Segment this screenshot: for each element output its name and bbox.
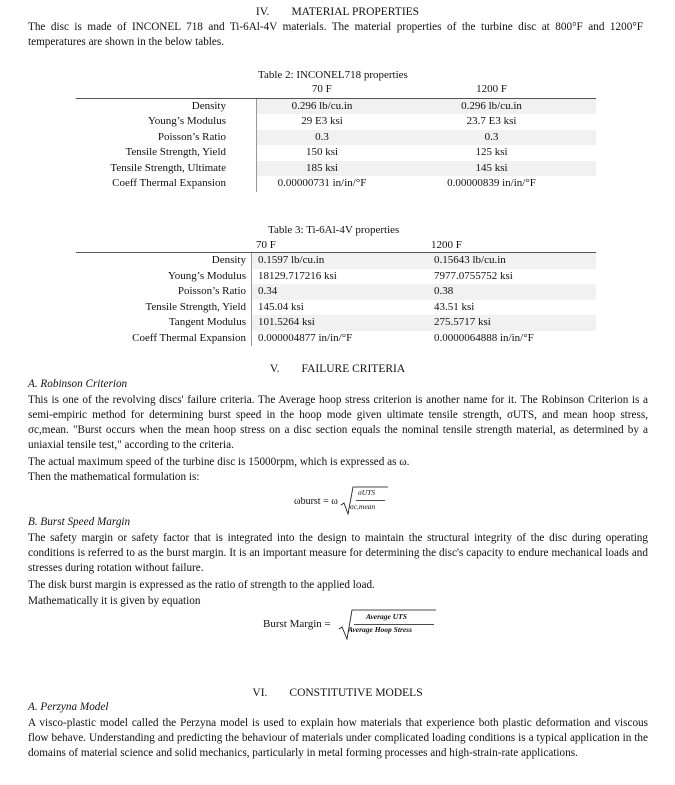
table-row: [76, 253, 596, 269]
table-row: [76, 161, 596, 177]
section-number: V.: [269, 363, 280, 375]
cell: 0.000004877 in/in/°F: [252, 331, 435, 347]
table-row: [76, 98, 596, 114]
cell: 0.296 lb/cu.in: [387, 98, 596, 114]
section-title: MATERIAL PROPERTIES: [291, 6, 420, 18]
section-heading-constitutive-models: [0, 686, 675, 701]
burst-equation-intro: Mathematically it is given by equation: [28, 595, 201, 607]
table-row: [76, 300, 596, 316]
row-label: Coeff Thermal Expansion: [112, 177, 226, 189]
cell: 18129.717216 ksi: [252, 269, 435, 285]
cell: 0.3: [257, 130, 388, 146]
cell: 101.5264 ksi: [252, 315, 435, 331]
cell: 145.04 ksi: [252, 300, 435, 316]
section-title: CONSTITUTIVE MODELS: [289, 687, 423, 699]
equation-lhs: ωburst = ω: [294, 496, 338, 507]
cell: 29 E3 ksi: [257, 114, 388, 130]
row-label: Poisson’s Ratio: [157, 130, 226, 143]
row-label: Density: [76, 253, 252, 269]
subsection-heading-burst-margin: B. Burst Speed Margin: [28, 516, 131, 528]
intro-paragraph: The disc is made of INCONEL 718 and Ti-6Al-4V materials. The material properties of the turbine disc at 800°F and 1200°F temperatures are shown in the below tables.: [28, 21, 643, 48]
table3-caption: Table 3: Ti-6Al-4V properties: [268, 224, 400, 236]
equation-burst-speed: [294, 494, 338, 509]
row-label: Young’s Modulus: [147, 115, 226, 127]
cell: 0.00000731 in/in/°F: [257, 176, 388, 192]
cell: 0.15643 lb/cu.in: [434, 253, 596, 269]
section-heading-material-properties: [0, 5, 675, 20]
burst-ratio-text: The disk burst margin is expressed as the ratio of strength to the applied load.: [28, 579, 375, 591]
cell: 0.34: [252, 284, 435, 300]
cell: 185 ksi: [257, 161, 388, 177]
table-row: [76, 315, 596, 331]
cell: 145 ksi: [387, 161, 596, 177]
table2-caption: Table 2: INCONEL718 properties: [258, 69, 408, 81]
cell: 0.1597 lb/cu.in: [252, 253, 435, 269]
equation-denominator: Average Hoop Stress: [348, 625, 413, 634]
table-row: [76, 145, 596, 161]
row-label: Tensile Strength, Yield: [145, 300, 246, 313]
col-header: 1200 F: [387, 82, 596, 98]
row-label: Poisson’s Ratio: [177, 285, 246, 297]
section-title: FAILURE CRITERIA: [301, 363, 406, 375]
cell: 150 ksi: [257, 145, 388, 161]
row-label: Coeff Thermal Expansion: [132, 331, 246, 344]
table-row: [76, 130, 596, 146]
col-header: 70 F: [256, 239, 276, 251]
cell: 125 ksi: [475, 146, 508, 158]
equation-lhs: Burst Margin =: [263, 618, 331, 630]
table-row: [76, 269, 596, 285]
row-label: Tensile Strength, Ultimate: [110, 161, 226, 174]
cell: 275.5717 ksi: [434, 315, 596, 331]
cell: 23.7 E3 ksi: [466, 115, 517, 127]
cell: 43.51 ksi: [434, 300, 475, 313]
equation-numerator: σUTS: [358, 488, 376, 497]
robinson-formulation-text: Then the mathematical formulation is:: [28, 471, 200, 483]
section-heading-failure-criteria: [0, 362, 675, 377]
perzyna-paragraph: A visco-plastic model called the Perzyna model is used to explain how materials that experience both plastic deformation and viscous flow behave. Understanding and predicting the behaviour of materials under complicated loading conditions is a typical application in the domains of material science and solid mechanics, particularly in metal forming processes and high-strain-rate applications.: [28, 717, 648, 759]
section-number: VI.: [252, 687, 268, 699]
subsection-heading-robinson: A. Robinson Criterion: [28, 378, 128, 390]
section-number: IV.: [255, 6, 270, 18]
cell: 0.00000839 in/in/°F: [447, 177, 536, 189]
row-label: Density: [191, 99, 226, 112]
table-row: [76, 284, 596, 300]
cell: 0.3: [387, 130, 596, 146]
burst-paragraph: The safety margin or safety factor that is integrated into the design to maintain the structural integrity of the disc during operating conditions is referred to as the burst margin. It is an important measure for determining the disc's capacity to endure mechanical loads and stresses during rotation without failure.: [28, 532, 648, 574]
table-inconel718: [76, 82, 596, 192]
cell: 0.296 lb/cu.in: [257, 98, 388, 114]
table-row: [76, 331, 596, 347]
robinson-speed-text: The actual maximum speed of the turbine disc is 15000rpm, which is expressed as ω.: [28, 456, 410, 468]
equation-burst-margin: [263, 617, 331, 632]
cell: 7977.0755752 ksi: [434, 269, 513, 282]
subsection-heading-perzyna: A. Perzyna Model: [28, 701, 109, 713]
equation-denominator: σc,mean: [350, 502, 376, 511]
cell: 0.0000064888 in/in/°F: [434, 331, 534, 344]
row-label: Tensile Strength, Yield: [125, 146, 226, 158]
table-row: [76, 176, 596, 192]
col-header: 1200 F: [431, 239, 462, 251]
table-ti6al4v: [76, 252, 596, 346]
equation-numerator: Average UTS: [366, 612, 407, 621]
table-header-row: [76, 82, 596, 98]
row-label: Tangent Modulus: [168, 316, 246, 328]
robinson-paragraph: This is one of the revolving discs' failure criteria. The Average hoop stress criterion is another name for it. The Robinson Criterion is a semi-empiric method for determining burst speed in the hoop mode given ultimate tensile strength, σUTS, and mean hoop stress, σc,mean. "Burst occurs when the mean hoop stress on a disc section equals the nominal tensile strength material, as determined by a uniaxial tensile test," according to the criteria.: [28, 394, 648, 451]
col-header: 70 F: [257, 82, 388, 98]
cell: 0.38: [434, 284, 596, 300]
table-row: [76, 114, 596, 130]
row-label: Young’s Modulus: [167, 269, 246, 282]
